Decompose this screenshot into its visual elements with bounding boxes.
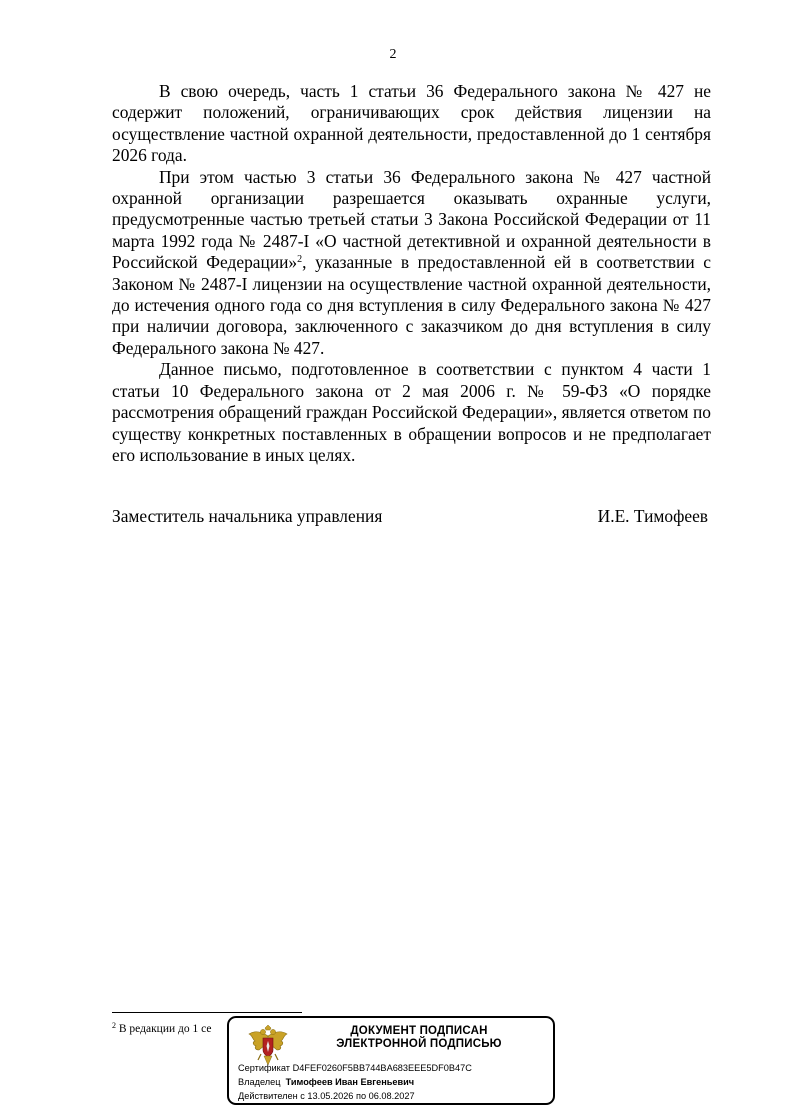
footnote-mark: 2	[112, 1021, 116, 1030]
validity-line: Действителен с 13.05.2026 по 06.08.2027	[238, 1091, 415, 1101]
paragraph-2-tail: , указанные в предоставленной ей в соответствии с Законом № 2487-I лицензии на осуществление частной охранной деятельности, до истечения одного года со дня вступления в силу Федерального закона № 427 при наличии договора, заключенного с заказчиком до дня вступления в силу Федерального закона № 427.	[112, 252, 711, 358]
electronic-signature-stamp	[227, 1016, 555, 1105]
stamp-title	[299, 1025, 539, 1051]
signatory-position: Заместитель начальника управления	[112, 506, 383, 526]
certificate-label: Сертификат	[238, 1063, 291, 1073]
certificate-value: D4FEF0260F5BB744BA683EEE5DF0B47C	[292, 1063, 472, 1073]
footnote-text: В редакции до 1 се	[116, 1023, 212, 1035]
paragraph-1: В свою очередь, часть 1 статьи 36 Федерального закона № 427 не содержит положений, ограничивающих срок действия лицензии на осуществление частной охранной деятельности, предоставленной до 1 сентября 2026 года.	[112, 81, 711, 166]
footnote	[112, 1019, 211, 1036]
owner-line	[238, 1076, 414, 1088]
certificate-line	[238, 1062, 472, 1074]
owner-value: Тимофеев Иван Евгеньевич	[285, 1077, 415, 1087]
letter-body	[112, 81, 711, 466]
paragraph-2	[112, 167, 711, 360]
paragraph-3: Данное письмо, подготовленное в соответствии с пунктом 4 части 1 статьи 10 Федерального закона от 2 мая 2006 г. № 59-ФЗ «О порядке рассмотрения обращений граждан Российской Федерации», является ответом по существу конкретных поставленных в обращении вопросов и не предполагает его использование в иных целях.	[112, 359, 711, 465]
footnote-separator	[112, 1012, 302, 1013]
stamp-title-line-1: ДОКУМЕНТ ПОДПИСАН	[350, 1025, 488, 1037]
paragraph-2-text: При этом частью 3 статьи 36 Федерального закона № 427 частной охранной организации разрешается оказывать охранные услуги, предусмотренные частью третьей статьи 3 Закона Российской Федерации от 11 марта 1992 года № 2487-I «О частной детективной и охранной деятельности в Российской Федерации»	[112, 166, 711, 273]
page-number: 2	[389, 47, 397, 62]
footnote-reference: 2	[297, 254, 303, 266]
stamp-title-line-2: ЭЛЕКТРОННОЙ ПОДПИСЬЮ	[336, 1038, 502, 1050]
signatory-name: И.Е. Тимофеев	[597, 506, 708, 526]
signature-block	[112, 506, 708, 527]
owner-label: Владелец	[238, 1077, 281, 1087]
